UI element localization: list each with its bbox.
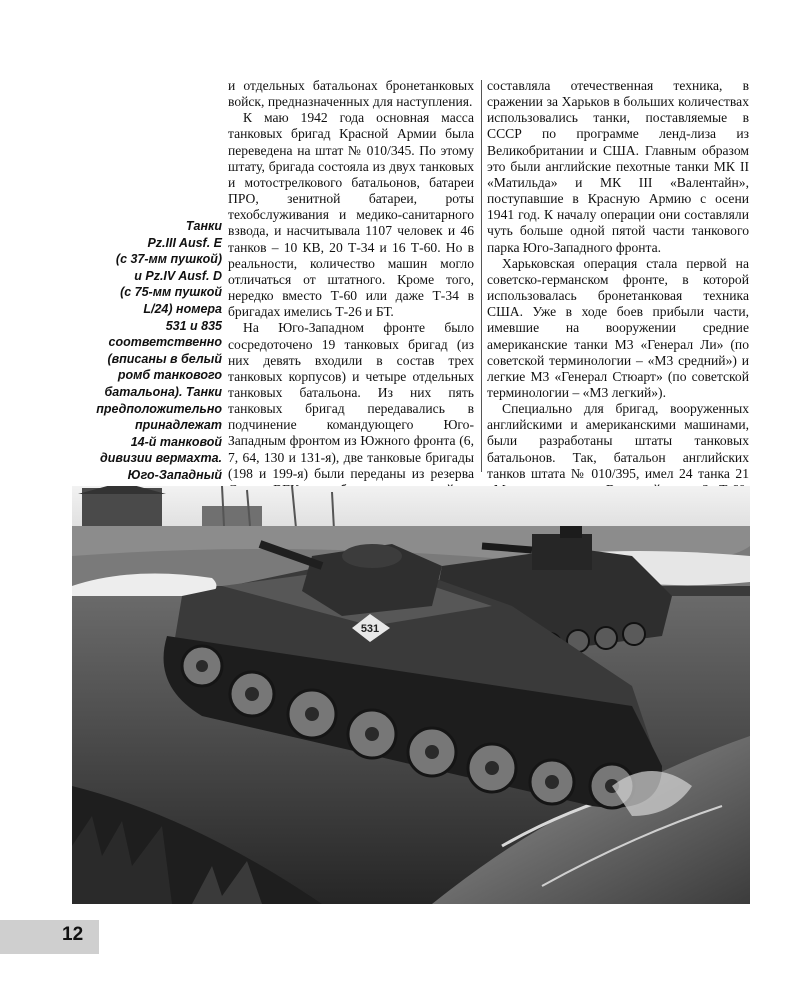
caption-line: дивизии вермахта. xyxy=(99,451,222,466)
paragraph: К маю 1942 года основная масса танковых бригад Красной Армии была переведена на штат № 010/345. По этому штату, бригада состояла из двух танковых и мотострелкового батальонов, батареи ПРО, зенитной батареи, роты техобслуживания и медико-санитарного взвода, и насчитывала 1107 человек и 46 танков – 10 КВ, 20 Т-34 и 16 Т-60. Но в реальности, количество машин могло отличаться от штатного. Кроме того, нередко вместо Т-60 или даже Т-34 в бригадах имелись Т-26 и БТ. xyxy=(228,110,474,320)
caption-line: предположительно xyxy=(96,401,222,416)
tank-photo-illustration xyxy=(72,486,750,904)
column-divider xyxy=(481,80,482,472)
caption-line: (с 37-мм пушкой) xyxy=(115,252,222,267)
caption-line: L/24) номера xyxy=(143,301,222,316)
turret-number: 531 xyxy=(360,623,380,635)
caption-line: ромб танкового xyxy=(117,368,222,383)
photo-caption xyxy=(70,218,222,517)
paragraph: На Юго-Западном фронте было сосредоточено 19 танковых бригад (из них девять входили в состав трех танковых корпусов) и четыре отдельных танковых батальона. Из них пять танковых бригад передавались в подчинение командующего Юго-Западным фронтом из Южного фронта (6, 7, 64, 130 и 131-я), две танковые бригады (198 и 199-я) были переданы из резерва xyxy=(228,320,474,481)
paragraph: и отдельных батальонах бронетанковых войск, предназначенных для наступления. xyxy=(228,78,474,110)
caption-line: и Pz.IV Ausf. D xyxy=(134,268,222,283)
caption-line: 531 и 835 xyxy=(165,318,222,333)
paragraph: Харьковская операция стала первой на советско-германском фронте, в которой использовалась бронетанковая техника США. Уже в ходе боев прибыли части, имевшие на вооружении средние американские танки М3 «Генерал Ли» (по советской терминологии – «М3 средний») и легкие М3 «Генерал Стюарт» (по советской терминологии – «М3 легкий»). xyxy=(487,255,749,400)
caption-line: 14-й танковой xyxy=(130,434,222,449)
paragraph: составляла отечественная техника, в сражении за Харьков в больших количествах использовались танки, поставляемые в СССР по программе ленд-лиза из Великобритании и США. Главным образом это были английские пехотные танки МК II «Матильда» и МК III «Валентайн», поступавшие в Красную Армию с осени 1941 год. К началу операции они составляли чуть больше одной пятой части танкового парка Юго-Западного фронта. xyxy=(487,78,749,255)
tank-photo xyxy=(72,486,750,904)
caption-line: Pz.III Ausf. E xyxy=(147,235,222,250)
text-column-right xyxy=(487,78,749,547)
caption-line: (вписаны в белый xyxy=(107,351,222,366)
paragraph: Специально для бригад, вооруженных английскими и американскими машинами, были разработаны штаты танковых батальонов. Так, батальон английских танков штата № 010/395, имел 24 танка 21 xyxy=(487,401,749,481)
caption-line: (с 75-мм пушкой xyxy=(120,285,222,300)
caption-line: батальона). Танки xyxy=(104,384,222,399)
page-number-tab xyxy=(0,920,99,954)
caption-line: соответственно xyxy=(108,335,222,350)
caption-line: принадлежат xyxy=(135,418,222,433)
caption-line: Танки xyxy=(185,219,222,233)
page-number: 12 xyxy=(62,924,84,945)
caption-line: Юго-Западный xyxy=(127,467,222,482)
